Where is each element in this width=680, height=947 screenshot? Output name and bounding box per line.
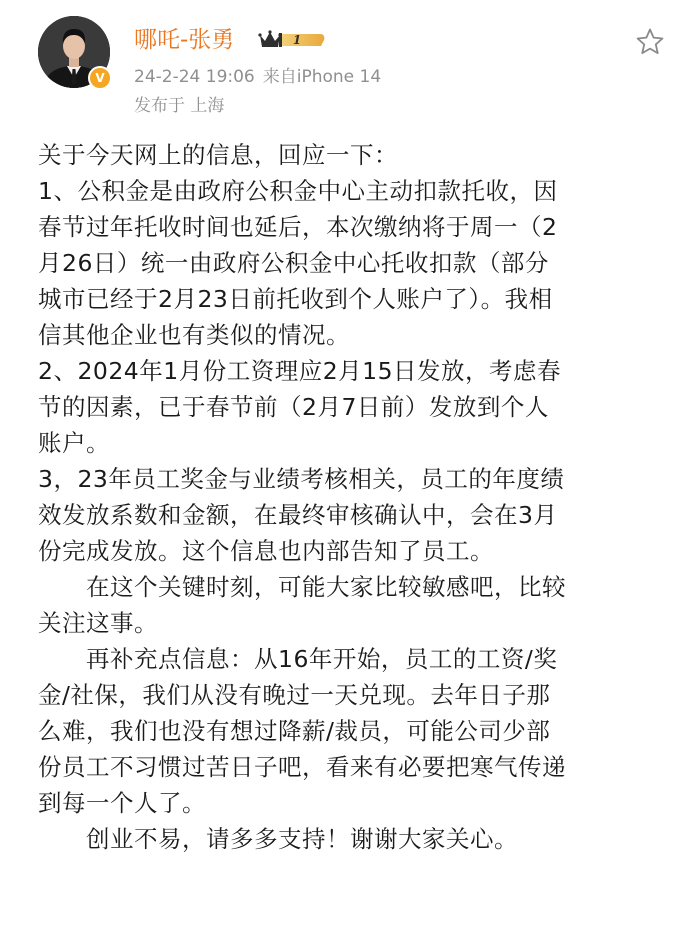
- post-line: 节的因素，已于春节前（2月7日前）发放到个人: [38, 393, 549, 421]
- vip-crown-icon[interactable]: [258, 28, 328, 52]
- username-link[interactable]: 哪吒-张勇: [134, 27, 235, 53]
- post-location: 发布于 上海: [134, 96, 225, 116]
- post-line: 月26日）统一由政府公积金中心托收扣款（部分: [38, 249, 549, 277]
- post-line: 春节过年托收时间也延后，本次缴纳将于周一（2: [38, 213, 558, 241]
- post-line: 信其他企业也有类似的情况。: [38, 321, 350, 349]
- post-line: 么难，我们也没有想过降薪/裁员，可能公司少部: [38, 717, 551, 745]
- post-line: 关注这事。: [38, 609, 158, 637]
- post-line: 关于今天网上的信息，回应一下：: [38, 141, 398, 169]
- star-outline-icon: [634, 26, 666, 58]
- post-line: 城市已经于2月23日前托收到个人账户了）。我相: [38, 285, 553, 313]
- post-meta-time: [134, 66, 381, 88]
- verified-v-icon: V: [88, 66, 112, 90]
- post-timestamp: 24-2-24 19:06: [134, 67, 255, 87]
- post-line: 1、公积金是由政府公积金中心主动扣款托收，因: [38, 177, 558, 205]
- vip-level-label: 1: [292, 33, 302, 47]
- post-line: 3，23年员工奖金与业绩考核相关，员工的年度绩: [38, 465, 565, 493]
- post-line: 2、2024年1月份工资理应2月15日发放，考虑春: [38, 357, 562, 385]
- post-header: [0, 0, 680, 130]
- favorite-button[interactable]: [634, 26, 666, 58]
- post-line: 效发放系数和金额，在最终审核确认中，会在3月: [38, 501, 558, 529]
- post-line: 再补充点信息：从16年开始，员工的工资/奖: [86, 645, 558, 673]
- post-line: 在这个关键时刻，可能大家比较敏感吧，比较: [86, 573, 566, 601]
- post-line: 到每一个人了。: [38, 789, 206, 817]
- post-content: [38, 137, 664, 857]
- post-source: 来自iPhone 14: [262, 67, 382, 87]
- post-line: 金/社保，我们从没有晚过一天兑现。去年日子那: [38, 681, 551, 709]
- post-line: 份员工不习惯过苦日子吧，看来有必要把寒气传递: [38, 753, 566, 781]
- post-line: 账户。: [38, 429, 110, 457]
- post-line: 创业不易，请多多支持！谢谢大家关心。: [86, 825, 518, 853]
- post-line: 份完成发放。这个信息也内部告知了员工。: [38, 537, 494, 565]
